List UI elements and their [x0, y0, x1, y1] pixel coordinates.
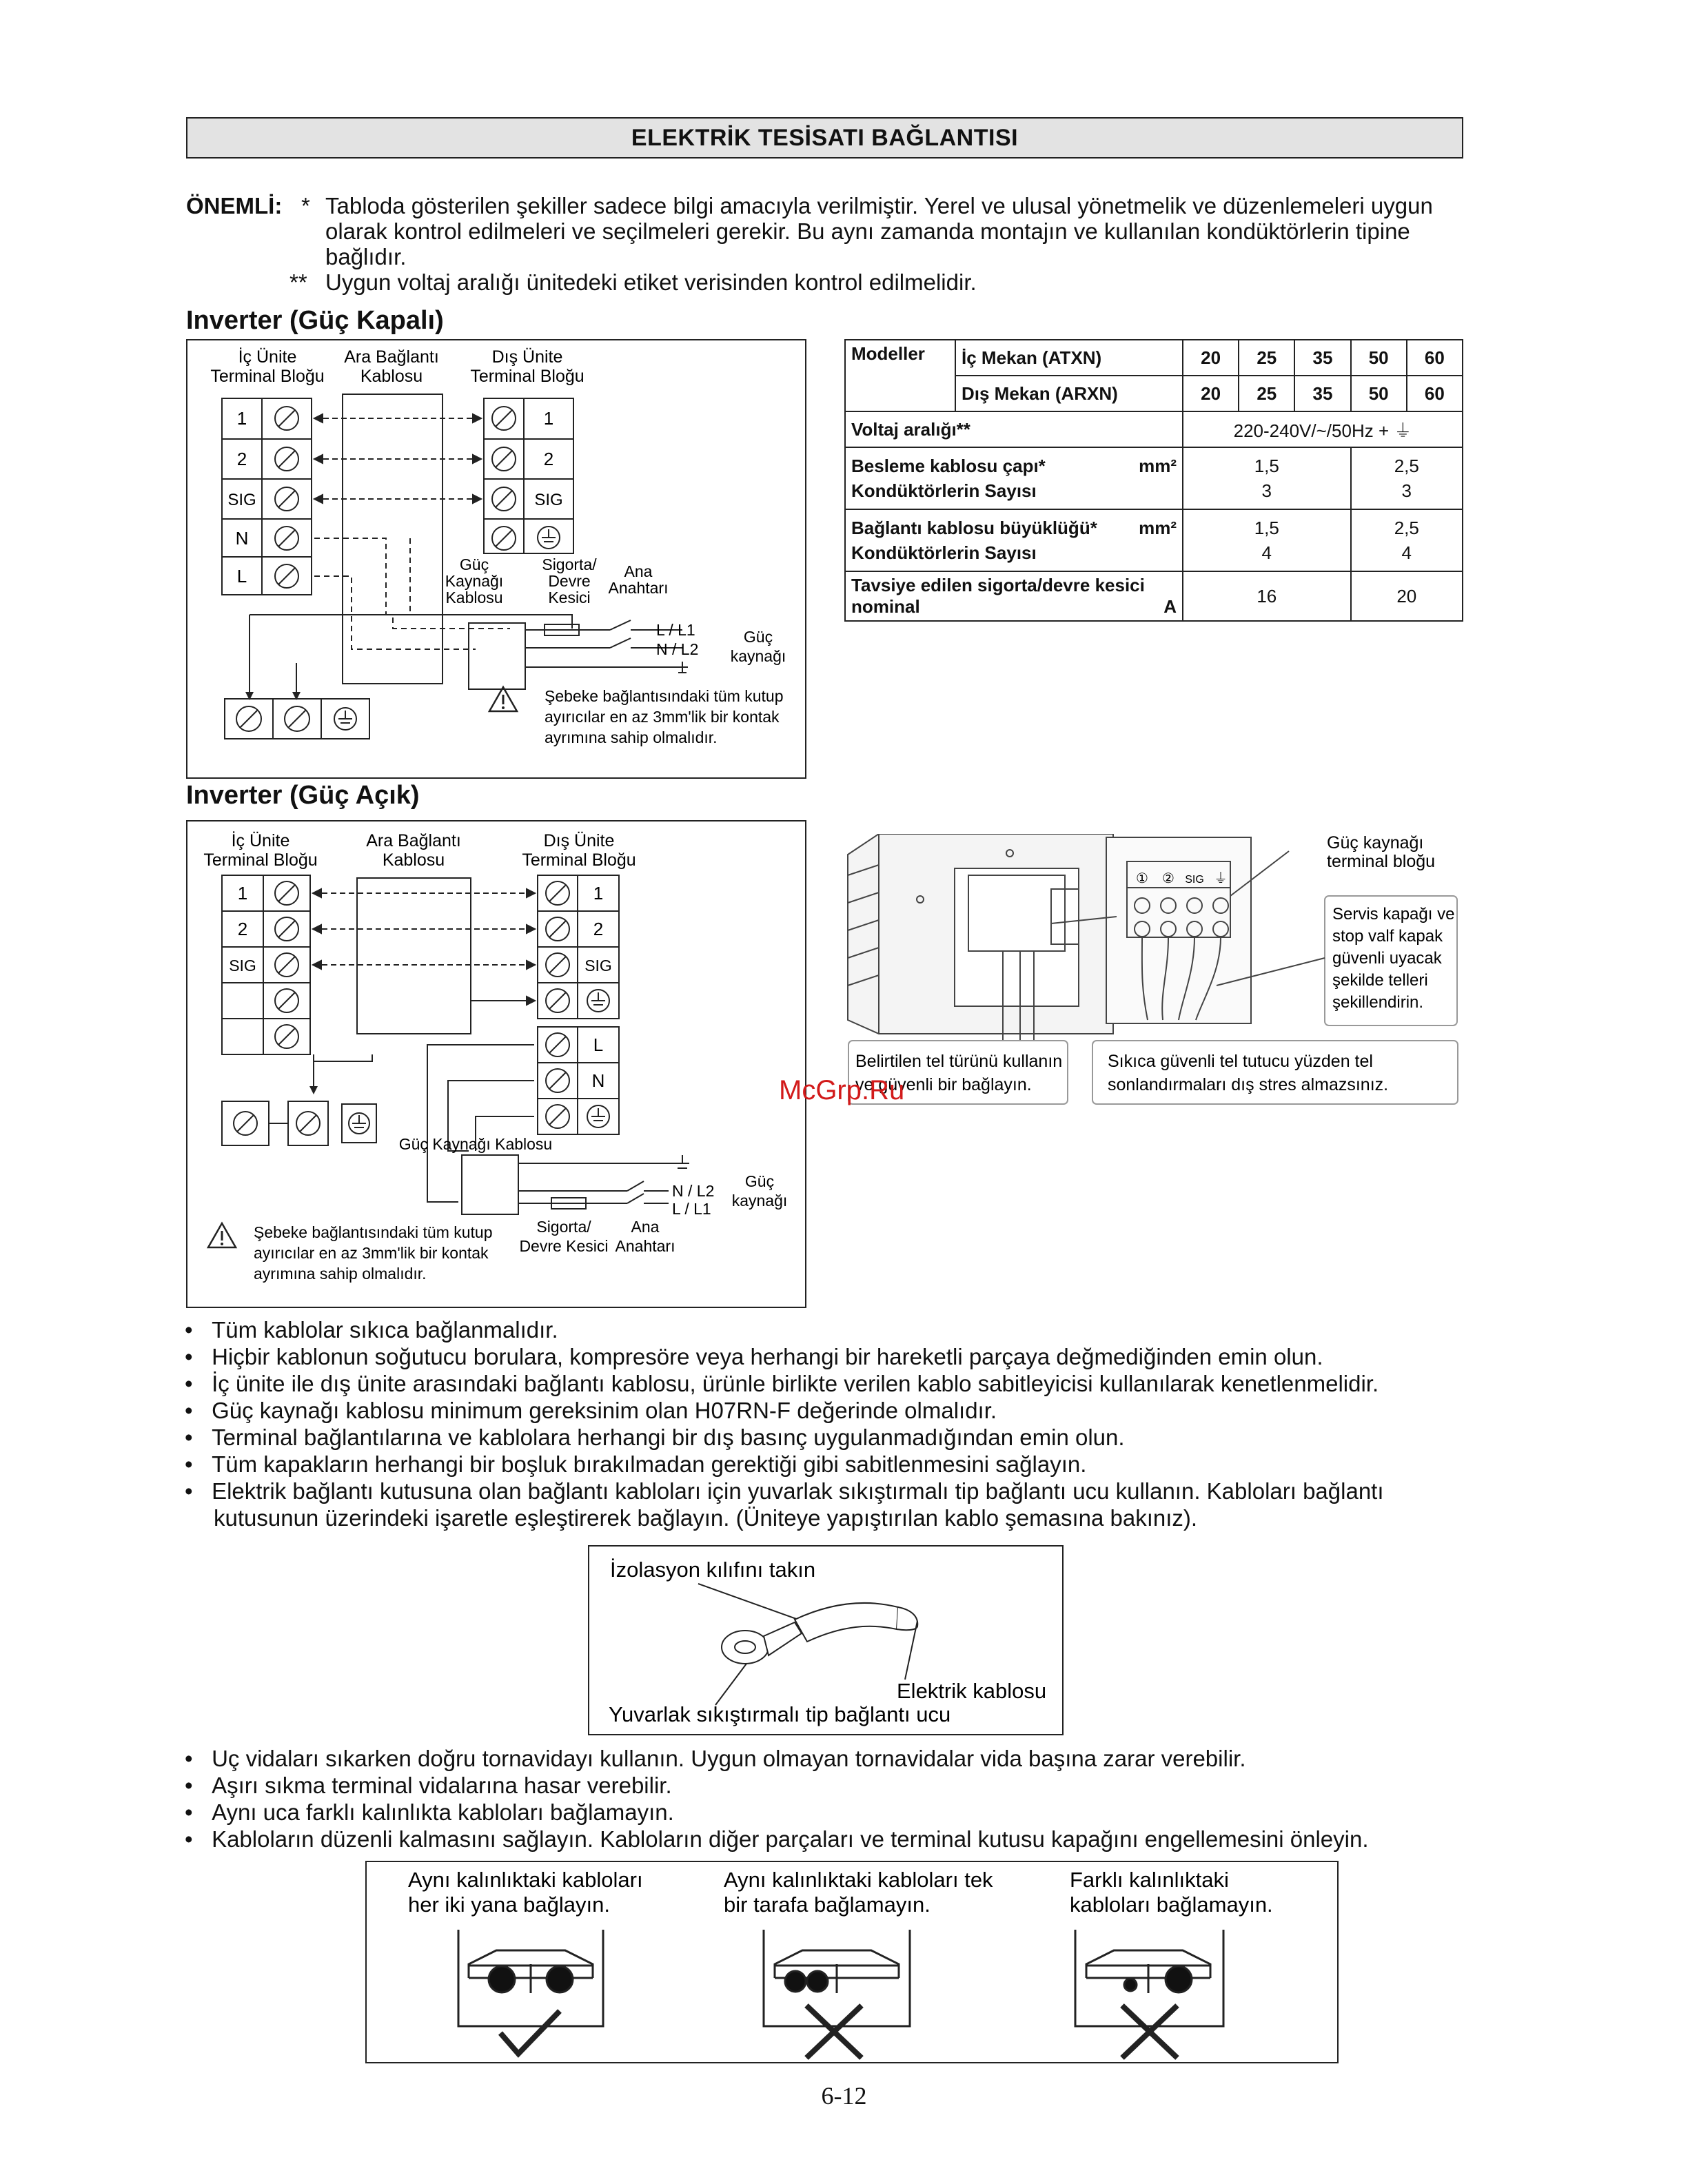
spec-outdoor-size: 25 — [1239, 376, 1294, 411]
d1-power-wires — [250, 615, 688, 696]
spec-outdoor-size: 60 — [1407, 376, 1463, 411]
spec-indoor-size: 50 — [1351, 340, 1407, 376]
d1-term-1: 1 — [236, 408, 247, 429]
d1-warning-line-1: Şebeke bağlantısındaki tüm kutup — [545, 687, 784, 705]
d2-indoor-label-2: Terminal Bloğu — [203, 850, 318, 870]
d2-outdoor-label-2: Terminal Bloğu — [522, 850, 636, 870]
bullet-list-2 — [185, 1745, 1474, 1853]
spec-indoor-label: İç Mekan (ATXN) — [955, 340, 1183, 376]
bullet-text: Aşırı sıkma terminal vidalarına hasar verebilir. — [212, 1773, 672, 1798]
outdoor-unit-body — [848, 834, 1113, 1041]
d1-term-2: 2 — [236, 449, 247, 469]
d1-warning-line-2: ayırıcılar en az 3mm'lik bir kontak — [545, 708, 780, 726]
d2-outdoor-terminal-block-top — [538, 875, 619, 1019]
d2-warning-icon — [208, 1223, 236, 1247]
d1-indoor-label-2: Terminal Bloğu — [210, 367, 325, 386]
spec-table — [844, 339, 1463, 622]
d1-psc-label-2: Kaynağı — [445, 572, 504, 590]
tb-label-2: ② — [1162, 871, 1175, 886]
callout-holder-box — [1092, 1041, 1458, 1104]
d2-switch-label-1: Ana — [631, 1218, 660, 1236]
tb-label-ground: ⏚ — [1214, 871, 1228, 886]
spec-conn-large — [1351, 509, 1463, 571]
spec-supply-a-n: 3 — [1261, 480, 1272, 501]
note1-line1: Tabloda gösterilen şekiller sadece bilgi amacıyla verilmiştir. Yerel ve ulusal yönetmelik ve düzenlemeleri uygun — [325, 193, 1433, 218]
wire-b-line-1: Aynı kalınlıktaki kabloları tek — [724, 1868, 993, 1892]
bullet-item: • Güç kaynağı kablosu minimum gereksinim olan H07RN-F değerinde olmalıdır. — [185, 1398, 997, 1423]
spec-supply-cond-label: Kondüktörlerin Sayısı — [851, 480, 1037, 501]
bullet-item: • Terminal bağlantılarına ve kablolara herhangi bir dış basınç uygulanmadığından emin olun. — [185, 1425, 1125, 1450]
spec-supply-cable — [845, 447, 1183, 509]
spec-supply-large — [1351, 447, 1463, 509]
d1-out-term-2: 2 — [543, 449, 554, 469]
spec-models-label: Modeller — [845, 340, 955, 411]
d2-out-term-1: 1 — [593, 883, 604, 904]
d1-out-term-sig: SIG — [534, 491, 563, 509]
wire-b-line-2: bir tarafa bağlamayın. — [724, 1892, 931, 1917]
d1-ps-label-1: Güç — [743, 628, 773, 646]
d2-inter-label-1: Ara Bağlantı — [366, 831, 461, 850]
outdoor-unit-terminal-illustration — [844, 834, 1465, 1110]
bullet-item: • Tüm kapakların herhangi bir boşluk bırakılmadan gerektiği gibi sabitlenmesini sağlayın. — [185, 1451, 1087, 1477]
spec-supply-b-n: 3 — [1401, 480, 1412, 501]
spec-conn-unit: mm² — [1139, 518, 1177, 538]
page-number: 6-12 — [821, 2082, 867, 2110]
callout-wire-2: stop valf kapak — [1332, 927, 1443, 946]
spec-conn-b-n: 4 — [1401, 542, 1412, 563]
spec-supply-a: 1,5 — [1254, 456, 1279, 476]
d2-bottom-terminal-block — [222, 1101, 376, 1145]
d1-outdoor-label-1: Dış Ünite — [491, 347, 563, 367]
callout-wire-4: şekilde telleri — [1332, 971, 1428, 990]
spec-voltage-label: Voltaj aralığı** — [845, 411, 1183, 447]
d1-psc-label-3: Kablosu — [445, 589, 503, 606]
page-title: ELEKTRİK TESİSATI BAĞLANTISI — [186, 117, 1463, 159]
bullet-text: Uç vidaları sıkarken doğru tornavidayı kullanın. Uygun olmayan tornavidalar vida başına zarar verebilir. — [212, 1746, 1246, 1771]
spec-outdoor-size: 50 — [1351, 376, 1407, 411]
bullet-text: Tüm kablolar sıkıca bağlanmalıdır. — [212, 1317, 558, 1343]
d1-fuse-label-3: Kesici — [548, 589, 591, 606]
d2-out-term-n: N — [591, 1070, 605, 1091]
spec-indoor-size: 25 — [1239, 340, 1294, 376]
d1-fuse-label-2: Devre — [548, 572, 591, 590]
d2-fuse-label-2: Devre Kesici — [519, 1237, 609, 1255]
d2-warning-line-1: Şebeke bağlantısındaki tüm kutup — [254, 1223, 493, 1241]
d2-n2-label: N / L2 — [672, 1182, 715, 1200]
callout-terminal-1: Güç kaynağı — [1327, 834, 1424, 853]
tb-label-sig: SIG — [1185, 874, 1204, 886]
d2-warning-line-2: ayırıcılar en az 3mm'lik bir kontak — [254, 1244, 489, 1262]
bullet-text: Terminal bağlantılarına ve kablolara herhangi bir dış basınç uygulanmadığından emin olun. — [212, 1425, 1125, 1450]
spec-fuse-row — [845, 571, 1183, 621]
d1-warning-line-3: ayrımına sahip olmalıdır. — [545, 728, 718, 746]
d2-psc-label: Güç Kaynağı Kablosu — [398, 1135, 553, 1153]
d1-term-n: N — [235, 528, 249, 549]
d1-interconnect-lines — [314, 414, 481, 503]
d2-switch-label-2: Anahtarı — [615, 1237, 675, 1255]
d2-out-term-sig: SIG — [584, 957, 612, 974]
d1-term-l: L — [236, 566, 247, 586]
callout-wire-1: Servis kapağı ve — [1332, 905, 1455, 923]
wire-connection-figure — [365, 1861, 1339, 2063]
callout-holder-1: Sıkıca güvenli tel tutucu yüzden tel — [1108, 1052, 1373, 1071]
d2-out-term-2: 2 — [593, 919, 604, 939]
d1-out-term-1: 1 — [543, 408, 554, 429]
spec-outdoor-size: 35 — [1294, 376, 1350, 411]
note1-line3: bağlıdır. — [325, 244, 407, 269]
d1-term-sig: SIG — [227, 491, 256, 509]
d2-ps-label-2: kaynağı — [731, 1192, 788, 1210]
callout-wire-5: şekillendirin. — [1332, 993, 1424, 1012]
section-heading-power-on: Inverter (Güç Açık) — [186, 781, 420, 810]
d2-ps-label-1: Güç — [744, 1172, 775, 1190]
d1-inter-label-2: Kablosu — [360, 367, 423, 386]
bullet-item: • Uç vidaları sıkarken doğru tornavidayı kullanın. Uygun olmayan tornavidalar vida başına zarar verebilir. — [185, 1746, 1246, 1771]
d2-power-wires — [314, 1045, 689, 1214]
bullet-item: • Tüm kablolar sıkıca bağlanmalıdır. — [185, 1317, 558, 1343]
d2-term-2: 2 — [237, 919, 248, 939]
d1-bottom-terminal-block — [225, 699, 369, 739]
label-crimp: Yuvarlak sıkıştırmalı tip bağlantı ucu — [609, 1702, 951, 1726]
bullet-item: • Elektrik bağlantı kutusuna olan bağlantı kabloları için yuvarlak sıkıştırmalı tip bağlantı ucu kullanın. Kabloları bağlantı — [185, 1478, 1384, 1504]
spec-conn-cond-label: Kondüktörlerin Sayısı — [851, 542, 1037, 563]
d1-switch-label-1: Ana — [624, 562, 653, 580]
callout-holder-2: sonlandırmaları dış stres almazsınız. — [1108, 1075, 1389, 1094]
spec-voltage-value: 220-240V/~/50Hz + ⏚ — [1183, 411, 1463, 447]
callout-wiretype-1: Belirtilen tel türünü kullanın — [855, 1052, 1063, 1071]
d2-term-sig: SIG — [229, 957, 256, 974]
callout-terminal-2: terminal bloğu — [1327, 852, 1436, 871]
bullet-list-1 — [185, 1316, 1474, 1531]
note-star-2: ** — [289, 269, 307, 295]
d2-interconnect-lines — [313, 889, 535, 1005]
spec-fuse-unit: A — [1163, 596, 1177, 617]
bullet-item: • İç ünite ile dış ünite arasındaki bağlantı kablosu, ürünle birlikte verilen kablo sabitleyicisi kullanılarak kenetlenmelidir. — [185, 1371, 1379, 1396]
bullet-text: Hiçbir kablonun soğutucu borulara, kompresöre veya herhangi bir hareketli parçaya değmediğinden emin olun. — [212, 1344, 1323, 1369]
spec-conn-label: Bağlantı kablosu büyüklüğü* — [851, 518, 1097, 538]
bullet-item: • Aşırı sıkma terminal vidalarına hasar verebilir. — [185, 1773, 672, 1798]
wiring-diagram-power-off — [186, 339, 806, 779]
section-heading-power-off: Inverter (Güç Kapalı) — [186, 306, 444, 335]
bullet-text: kutusunun üzerindeki işaretle eşleştirerek bağlayın. (Üniteye yapıştırılan kablo şemasına bakınız). — [214, 1505, 1198, 1531]
spec-conn-a: 1,5 — [1254, 518, 1279, 538]
spec-outdoor-label: Dış Mekan (ARXN) — [955, 376, 1183, 411]
d2-inter-cable-box — [357, 878, 471, 1034]
d1-indoor-label-1: İç Ünite — [238, 347, 297, 367]
note-star-1: * — [301, 193, 310, 218]
tb-label-1: ① — [1136, 871, 1148, 886]
important-note-1 — [325, 193, 1470, 269]
d1-outdoor-label-2: Terminal Bloğu — [470, 367, 584, 386]
d2-outdoor-terminal-block-power — [538, 1027, 619, 1134]
ring-terminal-figure — [588, 1545, 1064, 1735]
wiring-diagram-power-on — [186, 820, 806, 1308]
watermark: McGrp.Ru — [779, 1075, 905, 1105]
callout-wire-3: güvenli uyacak — [1332, 949, 1442, 968]
important-label: ÖNEMLİ: — [186, 193, 283, 218]
d2-l1-label: L / L1 — [672, 1200, 711, 1218]
d1-outdoor-terminal-block — [484, 398, 573, 553]
bullet-text: İç ünite ile dış ünite arasındaki bağlantı kablosu, ürünle birlikte verilen kablo sabitleyicisi kullanılarak kenetlenmelidir. — [212, 1371, 1379, 1396]
spec-supply-label: Besleme kablosu çapı* — [851, 456, 1046, 476]
bullet-item: • Kabloların düzenli kalmasını sağlayın. Kabloların diğer parçaları ve terminal kutusu kapağını engellemesini önleyin. — [185, 1826, 1369, 1852]
d1-inter-label-1: Ara Bağlantı — [344, 347, 439, 367]
spec-indoor-size: 35 — [1294, 340, 1350, 376]
spec-supply-unit: mm² — [1139, 456, 1177, 476]
bullet-item: • Hiçbir kablonun soğutucu borulara, kompresöre veya herhangi bir hareketli parçaya değmediğinden emin olun. — [185, 1344, 1323, 1369]
d2-warning-line-3: ayrımına sahip olmalıdır. — [254, 1265, 427, 1283]
spec-indoor-size: 60 — [1407, 340, 1463, 376]
bullet-text: Güç kaynağı kablosu minimum gereksinim olan H07RN-F değerinde olmalıdır. — [212, 1398, 997, 1423]
d2-indoor-label-1: İç Ünite — [231, 831, 290, 850]
bullet-text: Tüm kapakların herhangi bir boşluk bırakılmadan gerektiği gibi sabitlenmesini sağlayın. — [212, 1451, 1087, 1477]
label-insulation: İzolasyon kılıfını takın — [610, 1558, 816, 1582]
spec-supply-b: 2,5 — [1394, 456, 1419, 476]
spec-conn-a-n: 4 — [1261, 542, 1272, 563]
spec-supply-small — [1183, 447, 1351, 509]
bullet-continuation — [185, 1504, 1474, 1531]
important-note-2: Uygun voltaj aralığı ünitedeki etiket verisinden kontrol edilmelidir. — [325, 269, 977, 295]
d2-outdoor-label-1: Dış Ünite — [543, 831, 615, 850]
wire-a-line-2: her iki yana bağlayın. — [408, 1892, 610, 1917]
d1-n2-label: N / L2 — [656, 640, 699, 658]
spec-fuse-b: 20 — [1351, 571, 1463, 621]
spec-outdoor-size: 20 — [1183, 376, 1239, 411]
bullet-text: Elektrik bağlantı kutusuna olan bağlantı kabloları için yuvarlak sıkıştırmalı tip bağlantı ucu kullanın. Kabloları bağlantı — [212, 1478, 1384, 1504]
d2-inter-label-2: Kablosu — [382, 850, 445, 870]
wire-c-line-1: Farklı kalınlıktaki — [1070, 1868, 1229, 1892]
wire-a-line-1: Aynı kalınlıktaki kabloları — [408, 1868, 643, 1892]
d1-l1-label: L / L1 — [656, 621, 695, 639]
d1-psc-label-1: Güç — [459, 555, 489, 573]
d1-fuse-label-1: Sigorta/ — [542, 555, 597, 573]
spec-fuse-a: 16 — [1183, 571, 1351, 621]
bullet-text: Aynı uca farklı kalınlıkta kabloları bağlamayın. — [212, 1799, 674, 1825]
spec-fuse-label: Tavsiye edilen sigorta/devre kesici nominal — [851, 575, 1145, 617]
spec-conn-cable — [845, 509, 1183, 571]
spec-indoor-size: 20 — [1183, 340, 1239, 376]
bullet-text: Kabloların düzenli kalmasını sağlayın. Kabloların diğer parçaları ve terminal kutusu kapağını engellemesini önleyin. — [212, 1826, 1369, 1852]
note1-line2: olarak kontrol edilmeleri ve seçilmeleri gerekir. Bu aynı zamanda montajın ve kullanılan kondüktörlerin tipine — [325, 218, 1410, 244]
bullet-item: • Aynı uca farklı kalınlıkta kabloları bağlamayın. — [185, 1799, 674, 1825]
spec-conn-b: 2,5 — [1394, 518, 1419, 538]
d2-term-1: 1 — [237, 883, 248, 904]
d2-fuse-label-1: Sigorta/ — [536, 1218, 591, 1236]
callout-wiretype-2: ve güvenli bir bağlayın. — [855, 1075, 1032, 1094]
d2-out-term-l: L — [593, 1034, 604, 1055]
label-cable: Elektrik kablosu — [897, 1679, 1047, 1703]
d1-switch-label-2: Anahtarı — [608, 579, 669, 597]
d1-warning-icon — [489, 687, 517, 711]
spec-conn-small — [1183, 509, 1351, 571]
wire-c-line-2: kabloları bağlamayın. — [1070, 1892, 1273, 1917]
d1-ps-label-2: kaynağı — [730, 647, 786, 665]
